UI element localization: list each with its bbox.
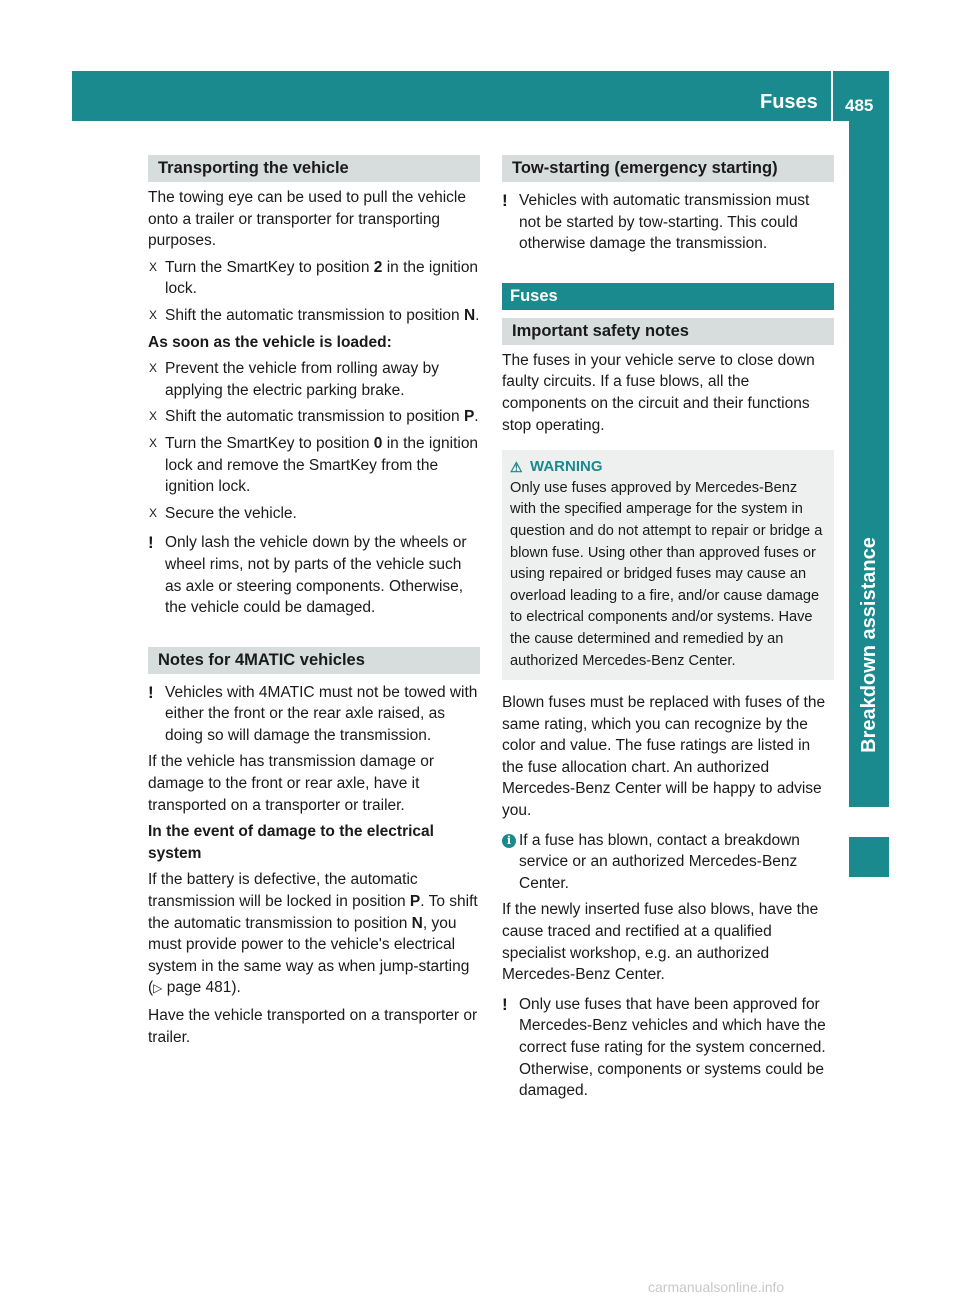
header-title: Fuses <box>760 91 818 113</box>
watermark: carmanualsonline.info <box>648 1279 785 1295</box>
electrical-label: In the event of damage to the electrical system <box>148 823 434 862</box>
exclamation-icon: ! <box>148 533 154 553</box>
warning-box <box>502 450 834 680</box>
page-reference-icon: ▷ <box>153 981 163 996</box>
info-blown-fuse: i If a fuse has blown, contact a breakdown service or an authorized Mercedes-Benz Center. <box>502 830 834 895</box>
step-item: X Turn the SmartKey to position 0 in the ignition lock and remove the SmartKey from the ignition lock. <box>149 434 479 496</box>
section-heading-tow-starting: Tow-starting (emergency starting) <box>502 155 834 182</box>
step-item: X Shift the automatic transmission to position N. <box>148 305 480 327</box>
section-heading-transporting: Transporting the vehicle <box>148 155 480 182</box>
step-item: X Turn the SmartKey to position 2 in the ignition lock. <box>149 258 479 298</box>
note-approved-fuses: ! Only use fuses that have been approved for Mercedes-Benz vehicles and which have the correct fuse rating for the system concerned. Otherwise, components or systems could be damaged. <box>502 994 826 1100</box>
matic-para-3: Have the vehicle transported on a transporter or trailer. <box>148 1007 478 1046</box>
exclamation-icon: ! <box>148 682 154 702</box>
note-lashing: ! Only lash the vehicle down by the wheels or wheel rims, not by parts of the vehicle such as axle or steering components. Otherwise, the vehicle could be damaged. <box>148 533 467 617</box>
matic-para-2: If the battery is defective, the automatic transmission will be locked in position P. To shift the automatic transmission to position N, you must provide power to the vehicle's electrical system in the same way as when jump-starting (▷ page 481). <box>148 871 478 997</box>
page-number: 485 <box>845 96 874 115</box>
arrow-icon: X <box>149 361 158 376</box>
left-column <box>148 155 480 1048</box>
loaded-label: As soon as the vehicle is loaded: <box>148 333 392 351</box>
arrow-icon: X <box>149 409 158 424</box>
exclamation-icon: ! <box>502 994 508 1014</box>
info-icon: i <box>502 834 516 848</box>
safety-para-2: Blown fuses must be replaced with fuses of the same rating, which you can recognize by the color and value. The fuse ratings are listed in the fuse allocation chart. An authorized Mercedes-Benz Center will be happy to advise you. <box>502 694 826 820</box>
step-item: X Prevent the vehicle from rolling away by applying the electric parking brake. <box>149 360 439 399</box>
transport-intro: The towing eye can be used to pull the vehicle onto a trailer or transporter for transporting purposes. <box>148 189 466 250</box>
note-4matic: ! Vehicles with 4MATIC must not be towed with either the front or the rear axle raised, as doing so will damage the transmission. <box>148 682 478 744</box>
step-item: X Shift the automatic transmission to position P. <box>148 406 480 428</box>
chapter-heading-fuses: Fuses <box>502 283 834 310</box>
section-heading-safety: Important safety notes <box>502 318 834 345</box>
section-heading-4matic: Notes for 4MATIC vehicles <box>148 647 480 674</box>
matic-para-1: If the vehicle has transmission damage or damage to the front or rear axle, have it transported on a transporter or trailer. <box>148 753 435 814</box>
safety-para-3: If the newly inserted fuse also blows, have the cause traced and rectified at a qualified specialist workshop, e.g. an authorized Mercedes-Benz Center. <box>502 901 819 984</box>
safety-para-1: The fuses in your vehicle serve to close down faulty circuits. If a fuse blows, all the components on the circuit and their functions stop operating. <box>502 351 815 434</box>
header-separator <box>831 71 833 121</box>
exclamation-icon: ! <box>502 191 508 210</box>
right-column <box>502 155 834 1102</box>
warning-text: Only use fuses approved by Mercedes-Benz with the specified amperage for the system in question and do not attempt to repair or bridge a blown fuse. Using other than approved fuses or using repaired or bridged fuses may cause an overload leading to a fire, and/or cause damage to electrical components and/or systems. Have the cause determined and remedied by an authorized Mercedes-Benz Center. <box>510 479 823 669</box>
side-tab-marker <box>849 837 889 877</box>
arrow-icon: X <box>149 259 158 274</box>
arrow-icon: X <box>149 505 158 520</box>
warning-title: ⚠ WARNING <box>510 456 826 478</box>
warning-triangle-icon: ⚠ <box>510 459 523 476</box>
side-tab-label: Breakdown assistance <box>858 537 880 753</box>
note-tow-starting: ! Vehicles with automatic transmission must not be started by tow-starting. This could otherwise damage the transmission. <box>502 191 810 253</box>
arrow-icon: X <box>149 307 158 322</box>
arrow-icon: X <box>149 435 158 450</box>
step-item: X Secure the vehicle. <box>148 503 480 525</box>
